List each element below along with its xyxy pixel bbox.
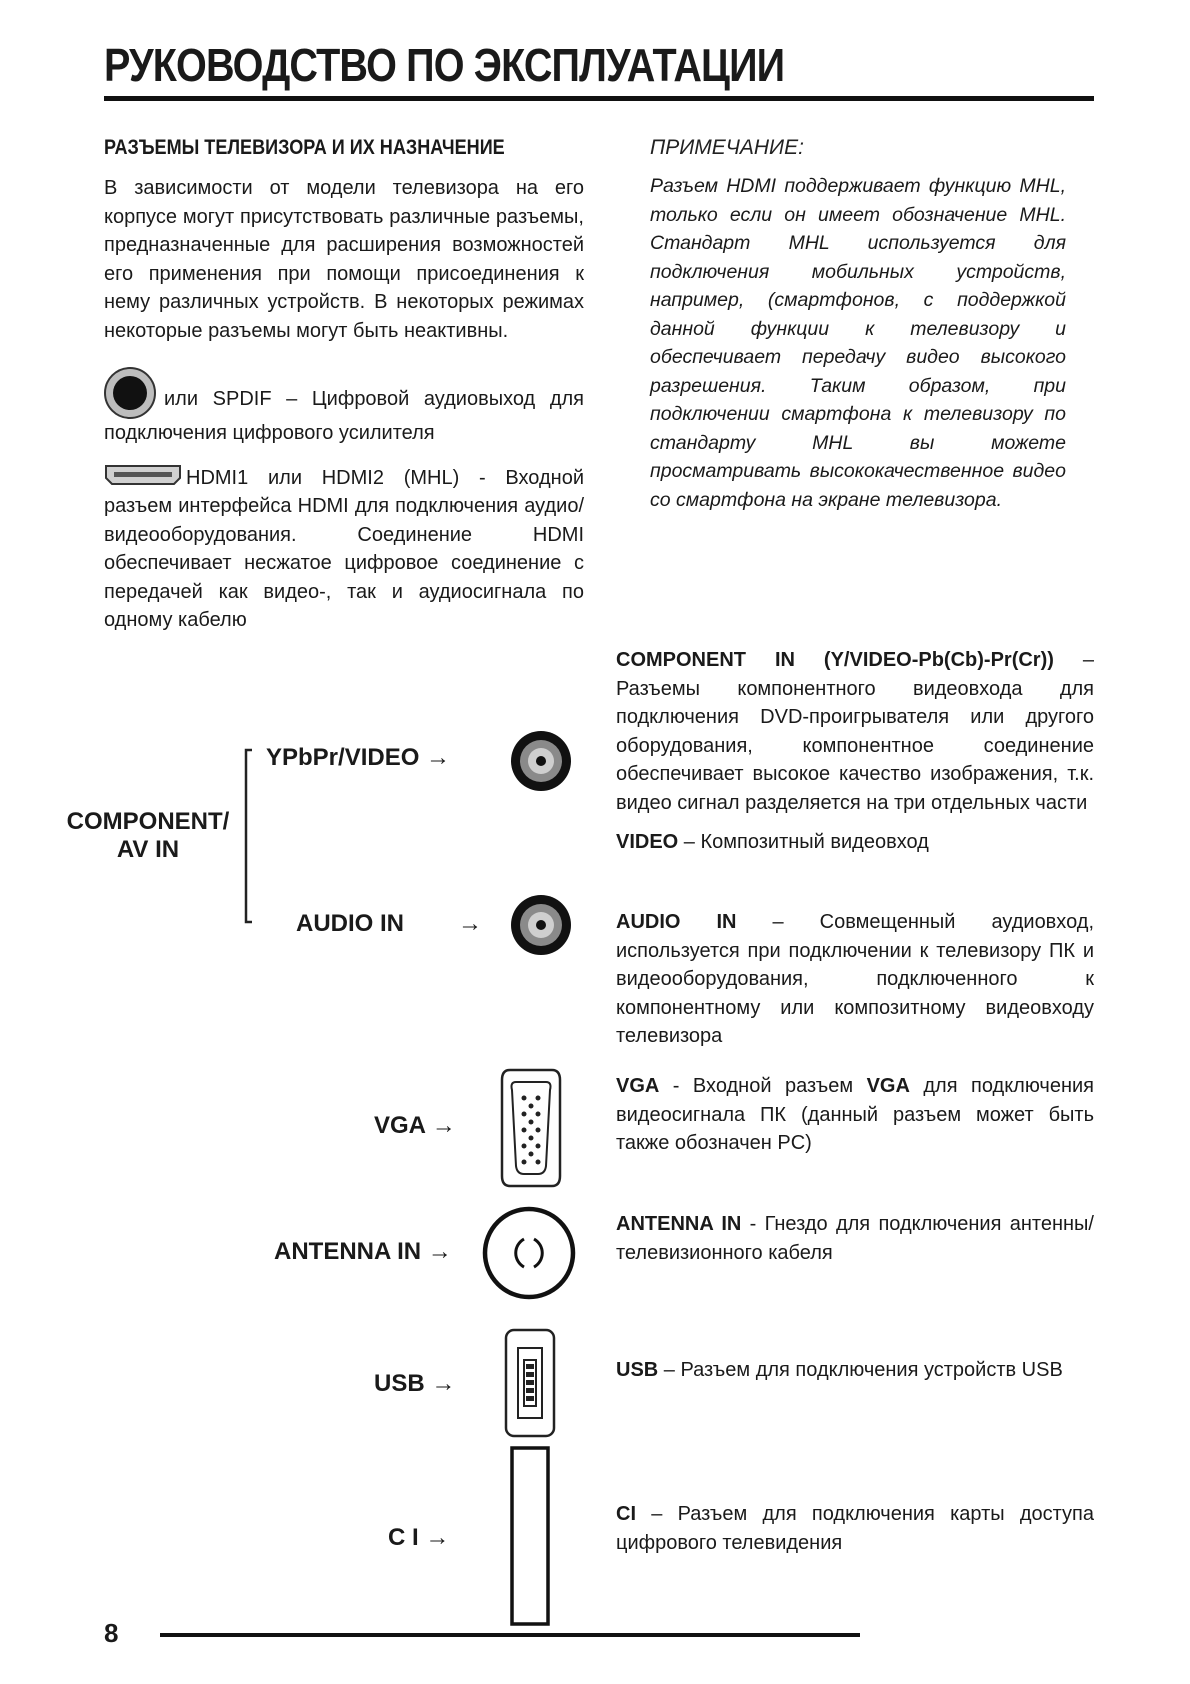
component-description [616,646,1094,817]
ci-slot-icon [510,1446,550,1626]
spdif-jack-icon [104,367,156,419]
component-av-label [60,808,236,864]
title-rule [104,96,1094,101]
note-title: ПРИМЕЧАНИЕ: [650,136,804,159]
audio-description [616,908,1094,1051]
intro-paragraph: В зависимости от модели телевизора на его корпусе могут присутствовать различные разъемы, предназначенные для расширения возможностей его применения при помощи присоединения к нему различных устройств. В некоторых режимах некоторые разъемы могут быть неактивны. [104,177,584,342]
ypbpr-label: YPbPr/VIDEO → [266,744,451,771]
vga-description [616,1072,1094,1158]
spdif-text: или SPDIF – Цифровой аудиовыход для подключения цифрового усилителя [104,388,584,444]
audio-jack-icon [510,894,572,956]
usb-label: USB → [374,1370,456,1397]
vga-text-1: - Входной разъем [659,1075,867,1097]
hdmi-item [104,464,584,635]
ci-description [616,1500,1094,1557]
usb-text: – Разъем для подключения устройств USB [658,1359,1063,1381]
page-title: РУКОВОДСТВО ПО ЭКСПЛУАТАЦИИ [104,39,785,91]
component-name: COMPONENT IN (Y/VIDEO-Pb(Cb)-Pr(Cr)) [616,649,1054,671]
ypbpr-jack-icon [510,730,572,792]
antenna-description [616,1210,1094,1267]
left-column [104,136,584,635]
note-text: Разъем HDMI поддерживает функцию MHL, только если он имеет обозначение MHL. Стандарт MHL используется для подключения мобильных устройств, например, (смартфонов, с поддержкой данной функции к телевизору и обеспечивает передачу видео высокого разрешения. Таким образом, при подключении смартфона к телевизору по стандарту MHL вы можете просматривать высококачественное видео со смартфона на экране телевизора. [650,175,1066,511]
component-label-line1: COMPONENT/ [66,808,230,835]
antenna-text: - Гнездо для подключения антенны/телевизионного кабеля [616,1213,1094,1264]
usb-port-icon [504,1328,556,1438]
antenna-name: ANTENNA IN [616,1213,742,1235]
audio-arrow: → [458,910,482,937]
vga-text-2: для подключения видеосигнала ПК (данный разъем может быть также обозначен PC) [616,1075,1094,1154]
vga-name-2: VGA [866,1075,910,1097]
section-heading: РАЗЪЕМЫ ТЕЛЕВИЗОРА И ИХ НАЗНАЧЕНИЕ [104,136,505,159]
note-column [650,136,1066,514]
vga-name: VGA [616,1075,660,1097]
audio-text: – Совмещенный аудиовход, используется при подключении к телевизору ПК и видеооборудования, подключенного к компонентному или композитному видеовходу телевизора [616,911,1094,1047]
component-label-line2: AV IN [116,836,180,863]
usb-description [616,1356,1094,1385]
spdif-item [104,367,584,448]
ci-text: – Разъем для подключения карты доступа цифрового телевидения [616,1503,1094,1554]
page-number: 8 [104,1618,119,1648]
component-text: – Разъемы компонентного видеовхода для подключения DVD-проигрывателя или другого оборудования, компонентное соединение обеспечивает высокое качество изображения, т.к. видео сигнал разделяется на три отдельных части [616,649,1094,814]
audio-label: AUDIO IN [296,910,404,937]
video-text: – Композитный видеовход [678,831,929,853]
usb-name: USB [616,1359,659,1381]
video-name: VIDEO [616,831,679,853]
vga-port-icon [500,1068,562,1188]
hdmi-text: HDMI1 или HDMI2 (MHL) - Входной разъем интерфейса HDMI для подключения аудио/видеооборудования. Соединение HDMI обеспечивает несжатое цифровое соединение с передачей как видео-, так и аудиосигнала по одному кабелю [104,466,584,631]
antenna-jack-icon [482,1206,576,1300]
footer-rule [160,1633,860,1637]
hdmi-port-icon [104,464,182,486]
ci-label: C I → [388,1524,450,1551]
component-bracket [240,746,260,926]
audio-name: AUDIO IN [616,911,737,933]
antenna-label: ANTENNA IN → [274,1238,452,1265]
vga-label: VGA → [374,1112,456,1139]
ci-name: CI [616,1503,636,1525]
video-description [616,828,1094,857]
